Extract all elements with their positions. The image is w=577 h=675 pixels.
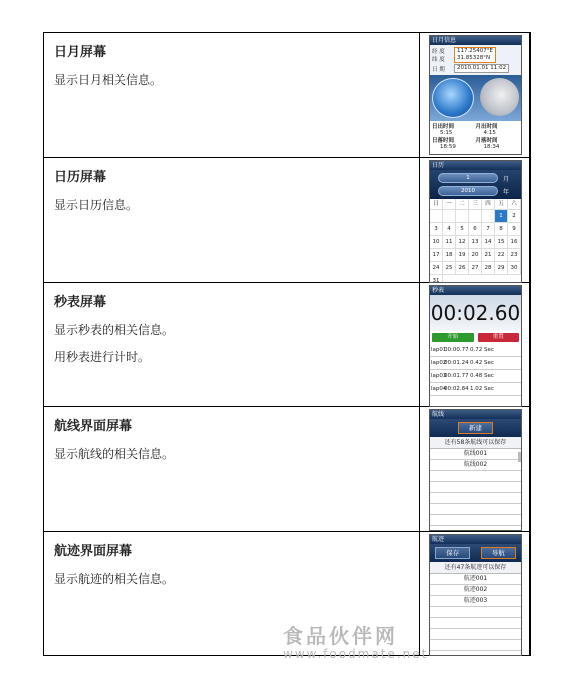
calendar-day bbox=[456, 210, 469, 223]
row-text: 显示秒表的相关信息。 bbox=[54, 323, 175, 337]
sunset-value: 18:59 bbox=[440, 144, 456, 150]
calendar-day[interactable]: 14 bbox=[482, 236, 495, 249]
lap-row bbox=[430, 357, 521, 370]
calendar-day bbox=[482, 210, 495, 223]
screenshot-cell bbox=[420, 532, 530, 655]
description-cell bbox=[44, 283, 420, 406]
table-row bbox=[44, 407, 530, 532]
calendar-day[interactable]: 4 bbox=[443, 223, 456, 236]
moonrise-label: 月出时间 bbox=[475, 124, 498, 130]
calendar-day[interactable]: 8 bbox=[495, 223, 508, 236]
watermark bbox=[283, 620, 428, 661]
moonset-value: 18:34 bbox=[483, 144, 500, 150]
calendar-day[interactable]: 27 bbox=[469, 262, 482, 275]
new-route-button[interactable]: 新建 bbox=[458, 422, 493, 434]
calendar-day[interactable]: 24 bbox=[430, 262, 443, 275]
scrollbar[interactable] bbox=[518, 452, 521, 462]
calendar-day[interactable]: 12 bbox=[456, 236, 469, 249]
screen-title: 日历 bbox=[430, 161, 521, 170]
row-title: 秒表屏幕 bbox=[54, 295, 107, 310]
row-text: 显示航迹的相关信息。 bbox=[54, 572, 175, 586]
route-capacity-info: 还有58条航线可以保存 bbox=[430, 437, 521, 449]
lap-id: lap01 bbox=[431, 347, 447, 353]
track-item[interactable]: 航迹002 bbox=[430, 585, 521, 596]
sunset-label: 日落时间 bbox=[432, 138, 455, 144]
screen-title: 秒表 bbox=[430, 286, 521, 295]
sunmoon-screen bbox=[429, 35, 522, 155]
earth-icon bbox=[432, 78, 474, 118]
calendar-day[interactable]: 25 bbox=[443, 262, 456, 275]
calendar-screen bbox=[429, 160, 522, 283]
year-unit: 年 bbox=[503, 188, 510, 196]
weekday-header: 三 bbox=[469, 199, 482, 210]
table-row bbox=[44, 158, 530, 283]
lat-label: 纬 度 bbox=[432, 57, 445, 63]
lap-split: 0.48 Sec bbox=[470, 373, 494, 379]
calendar-day[interactable]: 13 bbox=[469, 236, 482, 249]
description-cell bbox=[44, 33, 420, 157]
row-text: 显示日历信息。 bbox=[54, 198, 139, 212]
weekday-header: 一 bbox=[443, 199, 456, 210]
lap-list bbox=[430, 344, 521, 396]
weekday-header: 二 bbox=[456, 199, 469, 210]
screen-title: 航迹 bbox=[430, 535, 521, 544]
calendar-day[interactable]: 19 bbox=[456, 249, 469, 262]
description-cell bbox=[44, 407, 420, 531]
calendar-day[interactable]: 10 bbox=[430, 236, 443, 249]
calendar-day[interactable]: 5 bbox=[456, 223, 469, 236]
date-label: 日 期 bbox=[432, 66, 445, 73]
calendar-day[interactable]: 16 bbox=[508, 236, 521, 249]
row-text: 显示日月相关信息。 bbox=[54, 73, 163, 87]
save-button[interactable]: 保存 bbox=[435, 547, 470, 559]
route-list bbox=[430, 449, 521, 471]
sunrise-value: 5:15 bbox=[440, 130, 453, 136]
row-title: 航线界面屏幕 bbox=[54, 419, 133, 434]
row-text: 用秒表进行计时。 bbox=[54, 350, 151, 364]
weekday-header: 五 bbox=[495, 199, 508, 210]
lap-id: lap02 bbox=[431, 360, 447, 366]
lat-value: 31.85328°N bbox=[457, 55, 491, 61]
calendar-day[interactable]: 15 bbox=[495, 236, 508, 249]
calendar-day[interactable]: 26 bbox=[456, 262, 469, 275]
row-title: 日历屏幕 bbox=[54, 170, 107, 185]
track-item[interactable]: 航迹003 bbox=[430, 596, 521, 607]
reset-button[interactable]: 重置 bbox=[478, 333, 520, 342]
calendar-selectors bbox=[430, 170, 521, 199]
lon-label: 经 度 bbox=[432, 49, 445, 55]
moon-icon bbox=[480, 78, 520, 116]
screenshot-cell bbox=[420, 33, 530, 157]
calendar-day[interactable]: 6 bbox=[469, 223, 482, 236]
lap-id: lap04 bbox=[431, 386, 447, 392]
route-item[interactable]: 航线001 bbox=[430, 449, 521, 460]
lap-time: 00:01.77 bbox=[444, 373, 469, 379]
calendar-day[interactable]: 28 bbox=[482, 262, 495, 275]
lap-id: lap03 bbox=[431, 373, 447, 379]
lap-split: 1.02 Sec bbox=[470, 386, 494, 392]
calendar-day[interactable]: 31 bbox=[430, 275, 443, 283]
lap-time: 00:02.84 bbox=[444, 386, 469, 392]
year-selector[interactable]: 2010 bbox=[438, 186, 498, 196]
calendar-day bbox=[469, 210, 482, 223]
date-value[interactable]: 2010.01.01 11:02 bbox=[454, 64, 509, 73]
calendar-day[interactable]: 3 bbox=[430, 223, 443, 236]
screenshot-cell bbox=[420, 283, 530, 406]
navigate-button[interactable]: 导航 bbox=[481, 547, 516, 559]
stopwatch-time: 00:02.60 bbox=[430, 295, 521, 331]
start-button[interactable]: 开始 bbox=[432, 333, 474, 342]
row-title: 航迹界面屏幕 bbox=[54, 544, 133, 559]
calendar-day[interactable]: 2 bbox=[508, 210, 521, 223]
calendar-day[interactable]: 20 bbox=[469, 249, 482, 262]
sunrise-label: 日出时间 bbox=[432, 124, 455, 130]
calendar-day[interactable]: 21 bbox=[482, 249, 495, 262]
screen-title: 航线 bbox=[430, 410, 521, 419]
calendar-day[interactable]: 18 bbox=[443, 249, 456, 262]
calendar-grid bbox=[430, 199, 521, 283]
calendar-day bbox=[443, 210, 456, 223]
calendar-day[interactable]: 9 bbox=[508, 223, 521, 236]
weekday-header: 日 bbox=[430, 199, 443, 210]
lap-time: 00:01.24 bbox=[444, 360, 469, 366]
calendar-day[interactable]: 17 bbox=[430, 249, 443, 262]
watermark-text: 食品伙伴网 bbox=[283, 624, 398, 648]
lap-row bbox=[430, 383, 521, 396]
lap-row bbox=[430, 344, 521, 357]
calendar-day[interactable]: 23 bbox=[508, 249, 521, 262]
lap-split: 0.72 Sec bbox=[470, 347, 494, 353]
sunmoon-info bbox=[430, 45, 521, 75]
table-row bbox=[44, 283, 530, 407]
screen-title: 日月信息 bbox=[430, 36, 521, 45]
route-screen bbox=[429, 409, 522, 531]
globe-area bbox=[430, 75, 521, 121]
lap-row bbox=[430, 370, 521, 383]
calendar-day[interactable]: 7 bbox=[482, 223, 495, 236]
doc-table bbox=[43, 32, 531, 656]
route-item[interactable]: 航线002 bbox=[430, 460, 521, 471]
track-list bbox=[430, 574, 521, 607]
month-selector[interactable]: 1 bbox=[438, 173, 498, 183]
track-capacity-info: 还有47条航迹可以保存 bbox=[430, 562, 521, 574]
rise-set-times bbox=[430, 121, 521, 151]
calendar-day[interactable]: 11 bbox=[443, 236, 456, 249]
track-item[interactable]: 航迹001 bbox=[430, 574, 521, 585]
calendar-day bbox=[430, 210, 443, 223]
watermark-url: www.foodmate.net bbox=[283, 647, 429, 661]
calendar-day[interactable]: 22 bbox=[495, 249, 508, 262]
description-cell bbox=[44, 158, 420, 282]
table-row bbox=[44, 33, 530, 158]
screenshot-cell bbox=[420, 158, 530, 282]
calendar-day[interactable]: 1 bbox=[495, 210, 508, 223]
calendar-day[interactable]: 30 bbox=[508, 262, 521, 275]
month-unit: 月 bbox=[503, 175, 510, 183]
screenshot-cell bbox=[420, 407, 530, 531]
stopwatch-screen bbox=[429, 285, 522, 407]
moonset-label: 月落时间 bbox=[475, 138, 498, 144]
lap-time: 00:00.77 bbox=[444, 347, 469, 353]
weekday-header: 六 bbox=[508, 199, 521, 210]
moonrise-value: 4:15 bbox=[483, 130, 496, 136]
row-title: 日月屏幕 bbox=[54, 45, 107, 60]
lon-value: 117.25407°E bbox=[457, 48, 493, 54]
weekday-header: 四 bbox=[482, 199, 495, 210]
row-text: 显示航线的相关信息。 bbox=[54, 447, 175, 461]
lap-split: 0.42 Sec bbox=[470, 360, 494, 366]
calendar-day[interactable]: 29 bbox=[495, 262, 508, 275]
track-screen bbox=[429, 534, 522, 656]
coord-box[interactable] bbox=[454, 47, 496, 63]
